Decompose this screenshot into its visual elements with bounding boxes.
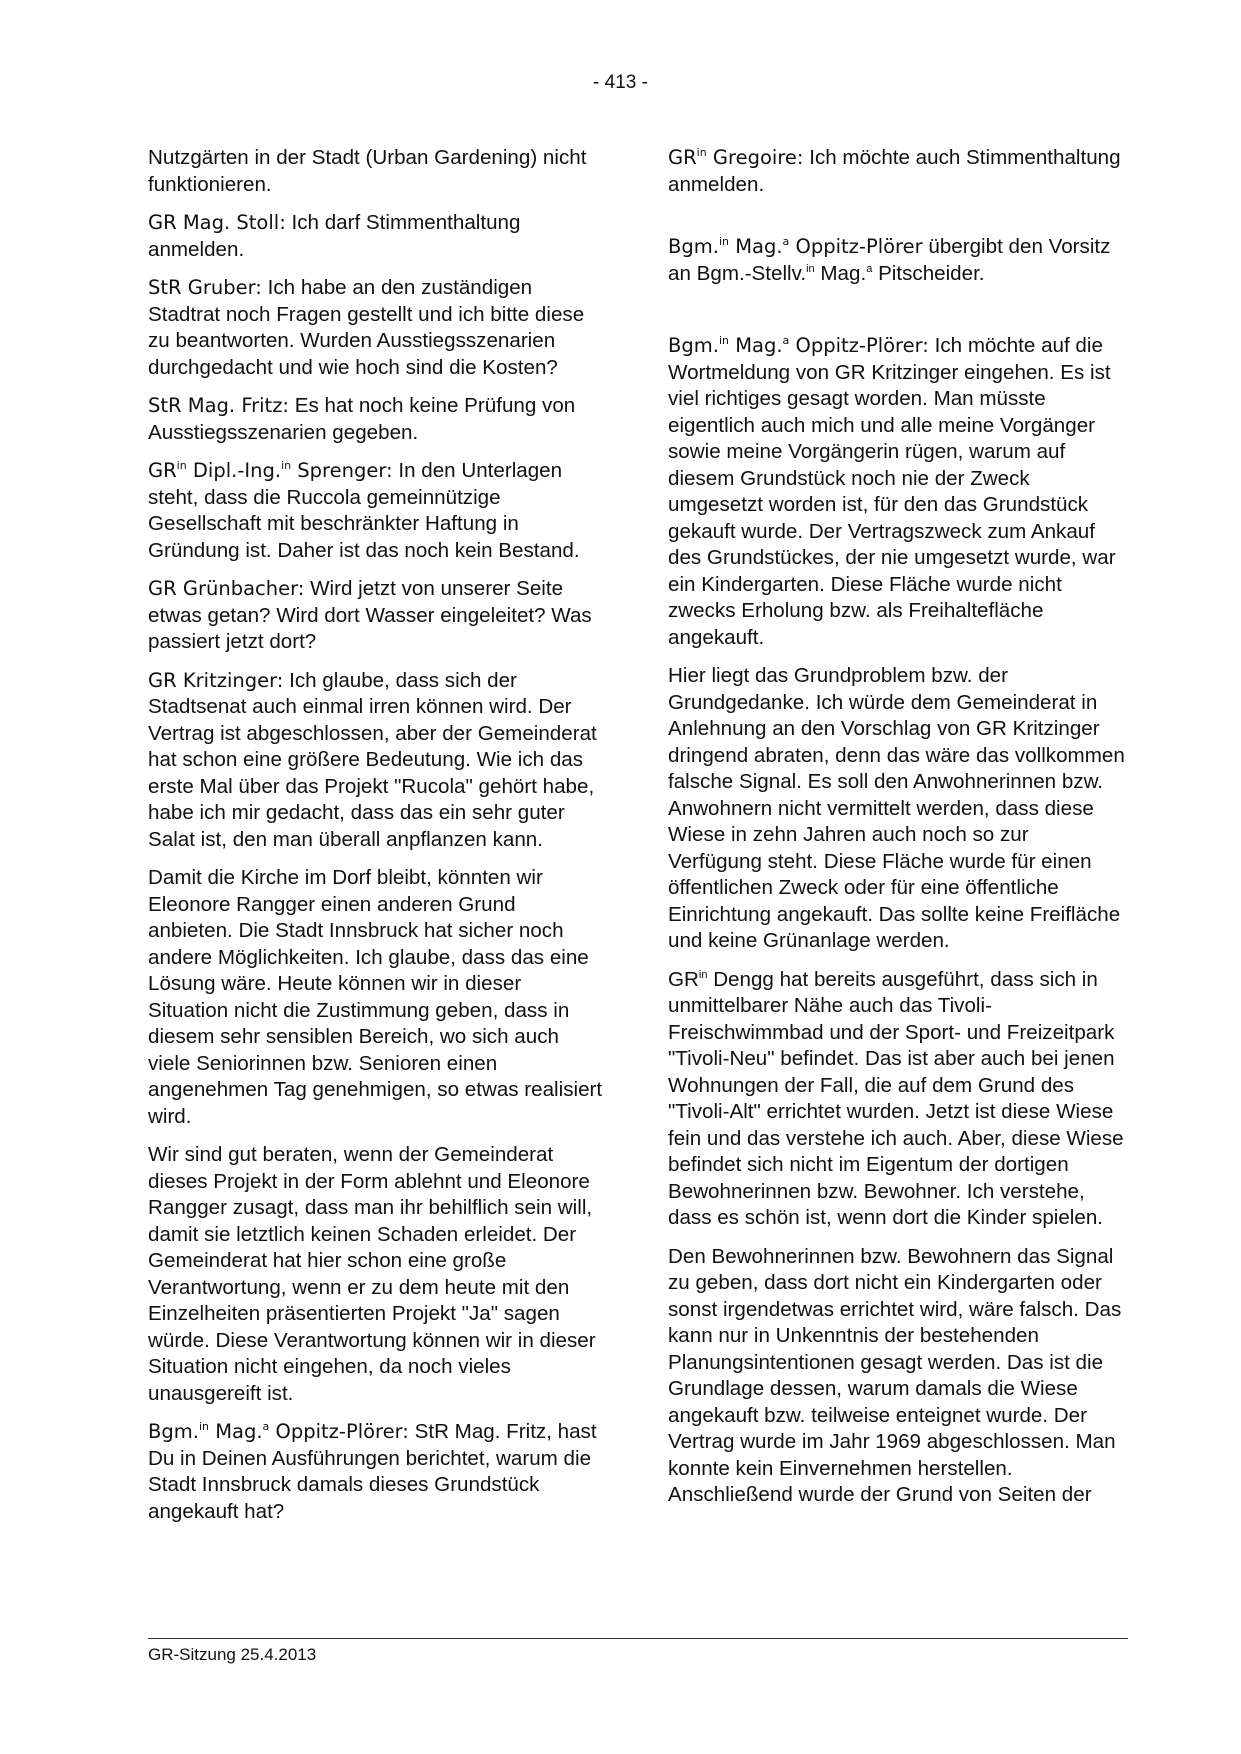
speaker: Bgm.$^{in}$ Mag.$^a$ Oppitz-Plörer: xyxy=(668,334,929,357)
paragraph: Bgm.$^{in}$ Mag.$^a$ Oppitz-Plörer übergibt den Vorsitz an Bgm.-Stellv.$^{in}$ Mag.$^a$ Pitscheider. xyxy=(668,235,1111,285)
paragraph: Bgm.$^{in}$ Mag.$^a$ Oppitz-Plörer: StR Mag. Fritz, hast Du in Deinen Ausführungen berichtet, warum die Stadt Innsbruck damals dieses Grundstück angekauft hat? xyxy=(148,1420,597,1523)
speaker: Bgm.$^{in}$ Mag.$^a$ Oppitz-Plörer: xyxy=(148,1420,409,1443)
paragraph: Bgm.$^{in}$ Mag.$^a$ Oppitz-Plörer: Ich möchte auf die Wortmeldung von GR Kritzinger eingehen. Es ist viel richtiges gesagt worden. Man müsste eigentlich auch mich und alle meine Vorgänger sowie meine Vorgängerin rügen, warum auf diesem Grundstück noch nie der Zweck umgesetzt worden ist, für den das Grundstück gekauft wurde. Der Vertragszweck zum Ankauf des Grundstückes, der nie umgesetzt wurde, war ein Kindergarten. Diese Fläche wurde nicht zwecks Erholung bzw. als Freihaltefläche angekauft. xyxy=(668,334,1116,649)
footer: GR-Sitzung 25.4.2013 xyxy=(148,1645,317,1664)
spacer xyxy=(668,210,1128,234)
paragraph: $GR^{in}$ Dengg hat bereits ausgeführt, dass sich in unmittelbarer Nähe auch das Tivoli-Freischwimmbad und der Sport- und Freizeitpark "Tivoli-Neu" befindet. Das ist aber auch bei jenen Wohnungen der Fall, die auf dem Grund des "Tivoli-Alt" errichtet wurden. Jetzt ist diese Wiese fein und das verstehe ich auch. Aber, diese Wiese befindet sich nicht im Eigentum der dortigen Bewohnerinnen bzw. Bewohner. Ich verstehe, dass es schön ist, wenn dort die Kinder spielen. xyxy=(668,967,1124,1229)
paragraph: GR Grünbacher: Wird jetzt von unserer Seite etwas getan? Wird dort Wasser eingeleitet? Was passiert jetzt dort? xyxy=(148,577,592,653)
speaker: GR Kritzinger: xyxy=(148,668,284,692)
page-number: - 413 - xyxy=(593,72,648,93)
speaker: Bgm.$^{in}$ Mag.$^a$ Oppitz-Plörer xyxy=(668,235,923,258)
paragraph: Damit die Kirche im Dorf bleibt, könnten wir Eleonore Rangger einen anderen Grund anbieten. Die Stadt Innsbruck hat sicher noch andere Möglichkeiten. Ich glaube, dass das eine Lösung wäre. Heute können wir in dieser Situation nicht die Zustimmung geben, dass in diesem sehr sensiblen Bereich, wo sich auch viele Seniorinnen bzw. Senioren einen angenehmen Tag genehmigen, so etwas realisiert wird. xyxy=(148,866,603,1128)
paragraph: Wir sind gut beraten, wenn der Gemeinderat dieses Projekt in der Form ablehnt und Eleonore Rangger zusagt, dass man ihr behilflich sein will, damit sie letztlich keinen Schaden erleidet. Der Gemeinderat hat hier schon eine große Verantwortung, wenn er zu dem heute mit den Einzelheiten präsentierten Projekt "Ja" sagen würde. Diese Verantwortung können wir in dieser Situation nicht eingehen, da noch vieles unausgereift ist. xyxy=(148,1143,596,1405)
speaker: $GR^{in}$ Dipl.-Ing.$^{in}$ Sprenger: xyxy=(148,459,393,482)
paragraph: StR Gruber: Ich habe an den zuständigen Stadtrat noch Fragen gestellt und ich bitte diese zu beantworten. Wurden Ausstiegsszenarien durchgedacht und wie hoch sind die Kosten? xyxy=(148,276,585,379)
left-column xyxy=(148,145,603,1537)
speaker: StR Mag. Fritz: xyxy=(148,394,290,417)
paragraph: GR Kritzinger: Ich glaube, dass sich der Stadtsenat auch einmal irren können wird. Der Vertrag ist abgeschlossen, aber der Gemeinderat hat schon eine größere Bedeutung. Wie ich das erste Mal über das Projekt "Rucola" gehört habe, habe ich mir gedacht, dass das ein sehr guter Salat ist, den man überall anpflanzen kann. xyxy=(148,668,597,851)
paragraph: Nutzgärten in der Stadt (Urban Gardening) nicht funktionieren. xyxy=(148,146,587,196)
paragraph: Den Bewohnerinnen bzw. Bewohnern das Signal zu geben, dass dort nicht ein Kindergarten oder sonst irgendetwas errichtet wird, wäre falsch. Das kann nur in Unkenntnis der bestehenden Planungsintentionen gesagt werden. Das ist die Grundlage dessen, warum damals die Wiese angekauft bzw. teilweise enteignet wurde. Der Vertrag wurde im Jahr 1969 abgeschlossen. Man konnte kein Einvernehmen herstellen. Anschließend wurde der Grund von Seiten der xyxy=(668,1244,1122,1506)
footer-divider xyxy=(148,1638,1128,1639)
speaker: StR Gruber: xyxy=(148,276,262,299)
speaker: GR Grünbacher: xyxy=(148,577,305,600)
speaker: GR Mag. Stoll: xyxy=(148,211,286,234)
paragraph: $GR^{in}$ Gregoire: Ich möchte auch Stimmenthaltung anmelden. xyxy=(668,146,1121,196)
paragraph: StR Mag. Fritz: Es hat noch keine Prüfung von Ausstiegsszenarien gegeben. xyxy=(148,394,576,444)
paragraph: Hier liegt das Grundproblem bzw. der Grundgedanke. Ich würde dem Gemeinderat in Anlehnung an den Vorschlag von GR Kritzinger dringend abraten, denn das wäre das vollkommen falsche Signal. Es soll den Anwohnerinnen bzw. Anwohnern nicht vermittelt werden, dass diese Wiese in zehn Jahren auch noch so zur Verfügung steht. Diese Fläche wurde für einen öffentlichen Zweck oder für eine öffentliche Einrichtung angekauft. Das sollte keine Freifläche und keine Grünanlage werden. xyxy=(668,664,1125,952)
right-column xyxy=(668,145,1128,1521)
spacer xyxy=(668,299,1128,333)
paragraph: $GR^{in}$ Dipl.-Ing.$^{in}$ Sprenger: In den Unterlagen steht, dass die Ruccola gemeinnützige Gesellschaft mit beschränkter Haftung in Gründung ist. Daher ist das noch kein Bestand. xyxy=(148,459,580,562)
speaker: $GR^{in}$ Gregoire: xyxy=(668,146,804,169)
paragraph: GR Mag. Stoll: Ich darf Stimmenthaltung anmelden. xyxy=(148,211,521,261)
